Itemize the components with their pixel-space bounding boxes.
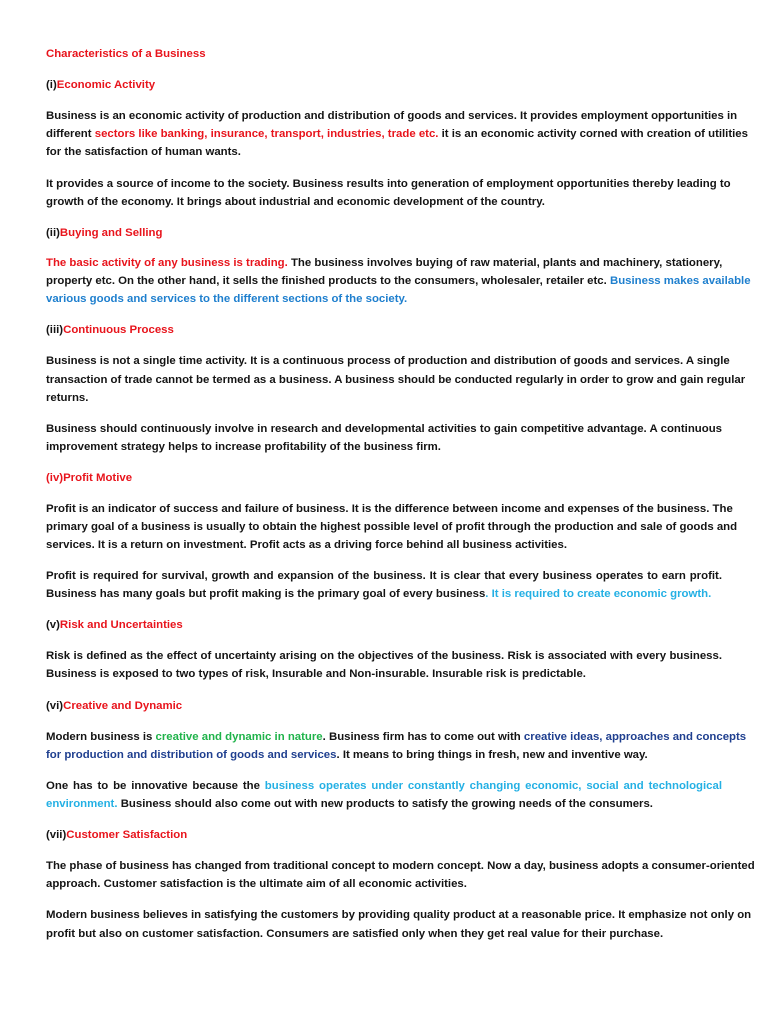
paragraph-line — [46, 254, 722, 273]
paragraph-line: various goods and services to the different sections of the society. — [46, 293, 408, 305]
paragraph-line — [46, 746, 722, 765]
text-span: different — [46, 128, 95, 140]
text-span: property etc. On the other hand, it sells the finished products to the consumers, wholesaler, retailer etc. — [46, 275, 610, 287]
paragraph-line: improvement strategy helps to increase profitability of the business firm. — [46, 441, 441, 453]
paragraph-line — [46, 728, 747, 747]
text-span: Modern business is — [46, 731, 156, 743]
text-span: . It means to bring things in fresh, new and inventive way. — [336, 749, 648, 761]
text-span: The business involves buying of raw material, plants and machinery, stationery, — [287, 257, 723, 269]
paragraph-line: It provides a source of income to the society. Business results into generation of employment opportunities thereby leading to — [46, 178, 731, 190]
paragraph-line: transaction of trade cannot be termed as a business. A business should be conducted regularly in order to grow and gain regular — [46, 374, 746, 386]
paragraph-line: primary goal of a business is usually to obtain the highest possible level of profit through the production and sale of goods and — [46, 521, 738, 533]
section-number: (ii) — [46, 227, 60, 239]
highlight-navy: creative ideas, approaches and concepts — [523, 731, 747, 743]
section-heading-customer-satisfaction — [46, 826, 722, 845]
highlight-green: creative and dynamic in nature — [155, 731, 323, 743]
section-heading-economic-activity — [46, 76, 722, 95]
paragraph-line — [46, 125, 748, 144]
paragraph-line — [46, 795, 722, 814]
section-heading-risk — [46, 616, 722, 635]
section-number: (v) — [46, 619, 60, 631]
section-number: (iii) — [46, 324, 64, 336]
section-heading-continuous-process — [46, 321, 722, 340]
paragraph-line: Business is not a single time activity. It is a continuous process of production and distribution of goods and services. A single — [46, 355, 730, 367]
highlight-blue: Business makes available — [609, 275, 751, 287]
paragraph-line: The phase of business has changed from traditional concept to modern concept. Now a day, business adopts a consumer-oriented — [46, 860, 755, 872]
section-heading-creative-dynamic — [46, 697, 722, 716]
paragraph-line: services. It is a return on investment. Profit acts as a driving force behind all business activities. — [46, 539, 567, 551]
section-title: Risk and Uncertainties — [59, 619, 183, 631]
paragraph-line: profit but also on customer satisfaction. Consumers are satisfied only when they get real value for their purchase. — [46, 928, 664, 940]
paragraph-line: Profit is required for survival, growth and expansion of the business. It is clear that every business operates to earn profit. — [46, 570, 722, 582]
paragraph-line: returns. — [46, 392, 89, 404]
paragraph-line: Modern business believes in satisfying the customers by providing quality product at a reasonable price. It emphasize not only on — [46, 909, 752, 921]
section-number: (vi) — [46, 700, 64, 712]
highlight-navy: for production and distribution of goods and services — [46, 749, 337, 761]
text-span: . Business firm has to come out with — [322, 731, 524, 743]
highlight-cyan: environment. — [46, 798, 118, 810]
section-heading-profit-motive: (iv)Profit Motive — [46, 472, 133, 484]
document-title: Characteristics of a Business — [46, 48, 206, 60]
paragraph-line: Business should continuously involve in research and developmental activities to gain competitive advantage. A continuous — [46, 423, 722, 435]
section-title: Economic Activity — [56, 79, 156, 91]
paragraph-line — [46, 777, 722, 796]
section-number: (vii) — [46, 829, 67, 841]
text-span: One has to be innovative because the — [46, 780, 265, 792]
paragraph-line: Business is exposed to two types of risk, Insurable and Non-insurable. Insurable risk is predictable. — [46, 668, 586, 680]
paragraph-line — [46, 272, 751, 291]
section-title: Buying and Selling — [59, 227, 163, 239]
paragraph-line — [46, 585, 722, 604]
section-title: Creative and Dynamic — [63, 700, 183, 712]
text-span: Business should also come out with new products to satisfy the growing needs of the consumers. — [117, 798, 653, 810]
highlight-cyan: . It is required to create economic growth. — [485, 588, 712, 600]
paragraph-line: growth of the economy. It brings about industrial and economic development of the country. — [46, 196, 545, 208]
paragraph-line: Profit is an indicator of success and failure of business. It is the difference between income and expenses of the business. The — [46, 503, 733, 515]
section-number: (i) — [46, 79, 57, 91]
text-span: it is an economic activity corned with creation of utilities — [438, 128, 748, 140]
section-heading-buying-selling — [46, 224, 722, 243]
text-span: Business has many goals but profit making is the primary goal of every business — [46, 588, 486, 600]
highlight-red: sectors like banking, insurance, transport, industries, trade etc. — [94, 128, 439, 140]
section-title: Customer Satisfaction — [66, 829, 188, 841]
paragraph-line: Risk is defined as the effect of uncertainty arising on the objectives of the business. Risk is associated with every business. — [46, 650, 722, 662]
highlight-red: The basic activity of any business is trading. — [46, 257, 288, 269]
paragraph-line: Business is an economic activity of production and distribution of goods and services. It provides employment opportunities in — [46, 110, 738, 122]
paragraph-line: approach. Customer satisfaction is the ultimate aim of all economic activities. — [46, 878, 467, 890]
section-title: Continuous Process — [63, 324, 174, 336]
highlight-cyan: business operates under constantly changing economic, social and technological — [264, 780, 722, 792]
paragraph-line: for the satisfaction of human wants. — [46, 146, 241, 158]
